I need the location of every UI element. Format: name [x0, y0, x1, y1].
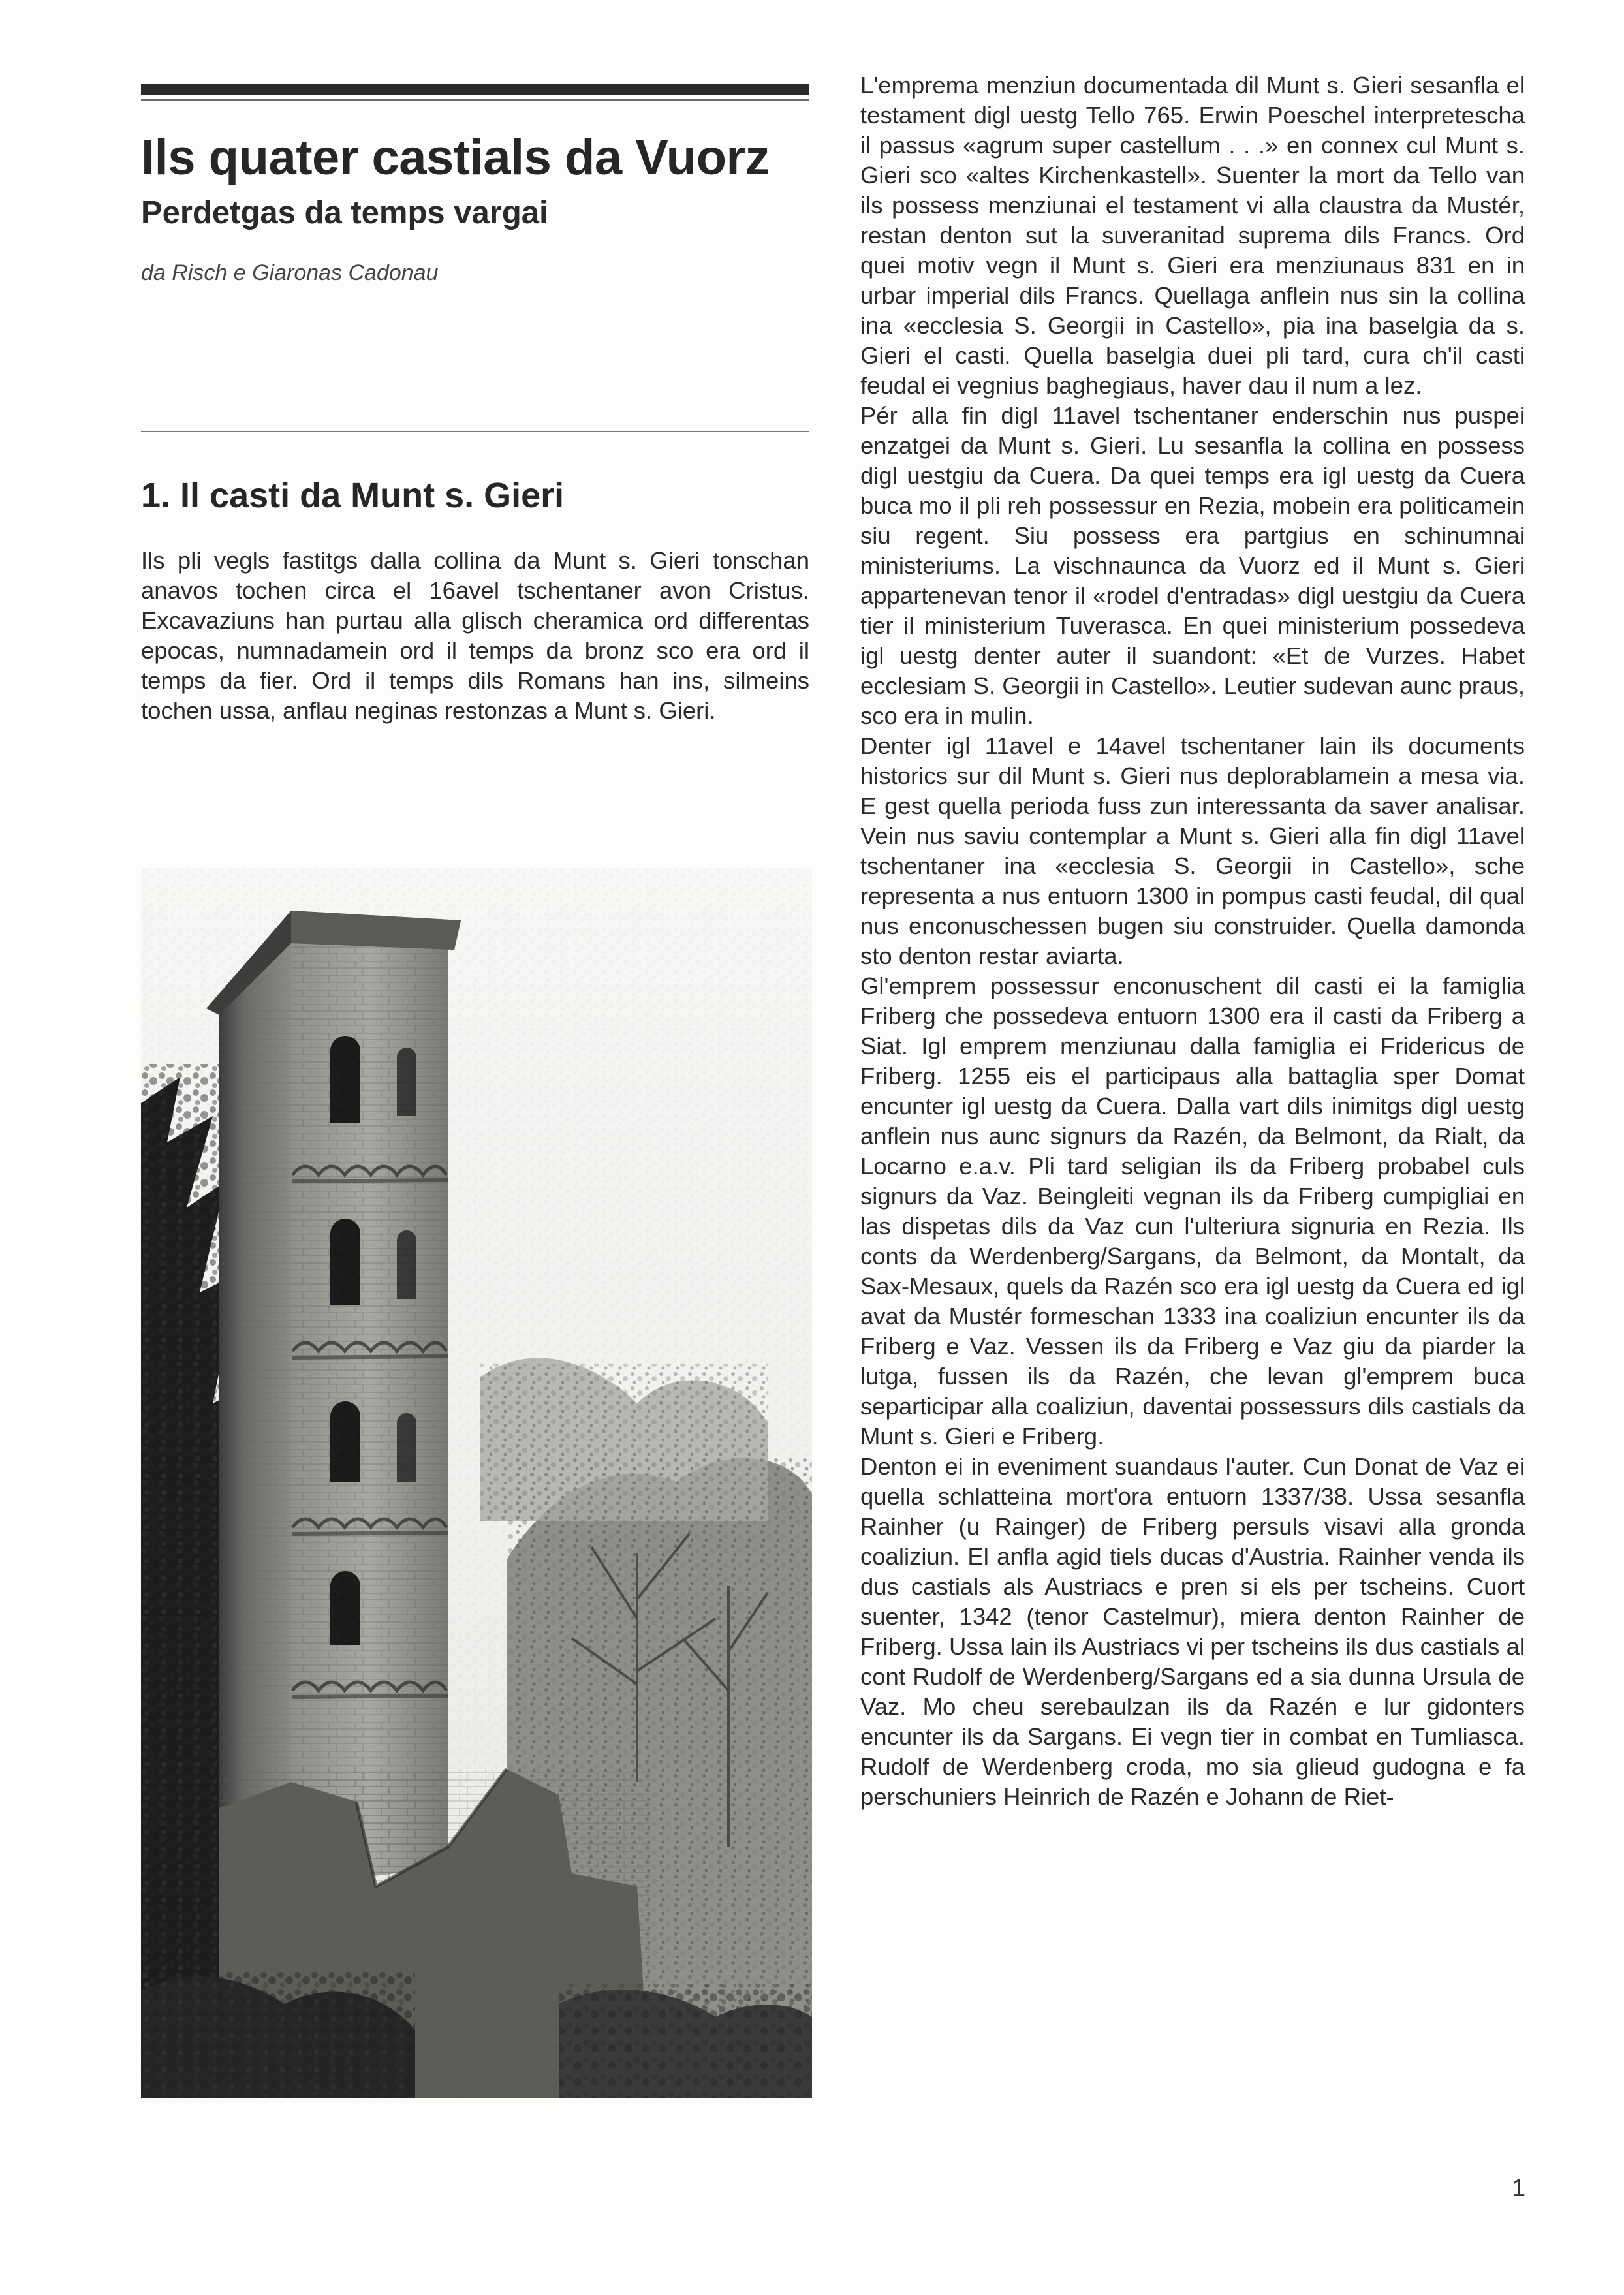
paragraph: Ils pli vegls fastitgs dalla collina da Munt s. Gieri tonschan anavos tochen circa el 16avel tschentaner avon Cristus. Excavaziuns han purtau alla glisch cheramica ord differentas epocas, numnadamein ord il temps da bronz sco era ord il temps da fier. Ord il temps dils Romans han ins, silmeins tochen ussa, anflau neginas restonzas a Munt s. Gieri.: [141, 547, 809, 724]
header-rule: [141, 99, 809, 101]
left-column-text: [141, 546, 809, 726]
article-subtitle: Perdetgas da temps vargai: [141, 195, 548, 230]
header-bar: [141, 84, 809, 95]
paragraph: Denton ei in eveniment suandaus l'auter. Cun Donat de Vaz ei quella schlatteina mort'ora entuorn 1337/38. Ussa sesanfla Rainher (u Rainger) de Friberg persuls visavi alla gronda coaliziun. El anfla agid tiels ducas d'Austria. Rainher venda ils dus castials als Austriacs e pren si els per tscheins. Cuort suenter, 1342 (tenor Castelmur), miera denton Rainher de Friberg. Ussa lain ils Austriacs vi per tscheins ils dus castials al cont Rudolf de Werdenberg/Sargans ed a sia dunna Ursula de Vaz. Mo cheu serebaulzan ils da Razén e lur gidonters encunter ils da Sargans. Ei vegn tier in combat en Tumliasca. Rudolf de Werdenberg croda, mo sia glieud gudogna e fa perschuniers Heinrich de Razén e Johann de Riet-: [860, 1453, 1525, 1810]
article-title: Ils quater castials da Vuorz: [141, 130, 770, 185]
paragraph: Gl'emprem possessur enconuschent dil casti ei la famiglia Friberg che possedeva entuorn 1300 era il casti da Friberg a Siat. Igl emprem menziunau dalla famiglia ei Fridericus de Friberg. 1255 eis el participaus alla battaglia sper Domat encunter igl uestg da Cuera. Dalla vart dils inimitgs digl uestg anflein nus aunc signurs da Razén, da Belmont, da Rialt, da Locarno e.a.v. Pli tard seligian ils da Friberg probabel culs signurs da Vaz. Beingleiti vegnan ils da Friberg cumpigliai en las dispetas dils da Vaz cun l'ulteriura signuria en Rezia. Ils conts da Werdenberg/Sargans, da Belmont, da Montalt, da Sax-Mesaux, quels da Razén sco era igl uestg da Cuera ed igl avat da Mustér formeschan 1333 ina coaliziun encunter ils da Friberg e Vaz. Vessen ils da Friberg e Vaz giu da piarder la lutga, fussen ils da Razén, che levan gl'emprem buca separticipar alla coaliziun, daventai possessurs dils castials da Munt s. Gieri e Friberg.: [860, 973, 1525, 1450]
paragraph: Pér alla fin digl 11avel tschentaner enderschin nus puspei enzatgei da Munt s. Gieri. Lu sesanfla la collina en possess digl uestgiu da Cuera. Da quei temps era igl uestg da Cuera buca mo il pli reh possessur en Rezia, mobein era politicamein siu regent. Siu possess era partgius en schinumnai ministeriums. La vischnaunca da Vuorz ed il Munt s. Gieri appartenevan tenor il «rodel d'entradas» digl uestgiu da Cuera tier il ministerium Tuverasca. En quei ministerium possedeva igl uestg denter auter il suandont: «Et de Vurzes. Habet ecclesiam S. Georgii in Castello». Leutier sudevan aunc praus, sco era in mulin.: [860, 402, 1525, 729]
paragraph: L'emprema menziun documentada dil Munt s. Gieri sesanfla el testament digl uestg Tello 765. Erwin Poeschel interpretescha il passus «agrum super castellum . . .» en connex cul Munt s. Gieri sco «altes Kirchenkastell». Suenter la mort da Tello van ils possess menziunai el testament vi alla claustra da Mustér, restan denton sut la suveranitad suprema dils Francs. Ord quei motiv vegn il Munt s. Gieri era menziunaus 831 en in urbar imperial dils Francs. Quellaga anflein nus sin la collina ina «ecclesia S. Georgii in Castello», pia ina baselgia da s. Gieri el casti. Quella baselgia duei pli tard, cura ch'il casti feudal ei vegnius baghegiaus, haver dau il num a lez.: [860, 72, 1525, 399]
section-divider: [141, 431, 809, 432]
article-byline: da Risch e Giaronas Cadonau: [141, 260, 439, 285]
church-tower-photo: [141, 868, 812, 2098]
page-number: 1: [1512, 2175, 1526, 2202]
section-heading: 1. Il casti da Munt s. Gieri: [141, 476, 565, 515]
paragraph: Denter igl 11avel e 14avel tschentaner lain ils documents historics sur dil Munt s. Gieri nus deplorablamein a mesa via. E gest quella perioda fuss zun interessanta da saver analisar. Vein nus saviu contemplar a Munt s. Gieri alla fin digl 11avel tschentaner ina «ecclesia S. Georgii in Castello», sche representa a nus entuorn 1300 in pompus casti feudal, dil qual nus enconuschessen bugen siu construider. Quella damonda sto denton restar aviarta.: [860, 732, 1525, 969]
right-column-text: [860, 70, 1525, 1812]
